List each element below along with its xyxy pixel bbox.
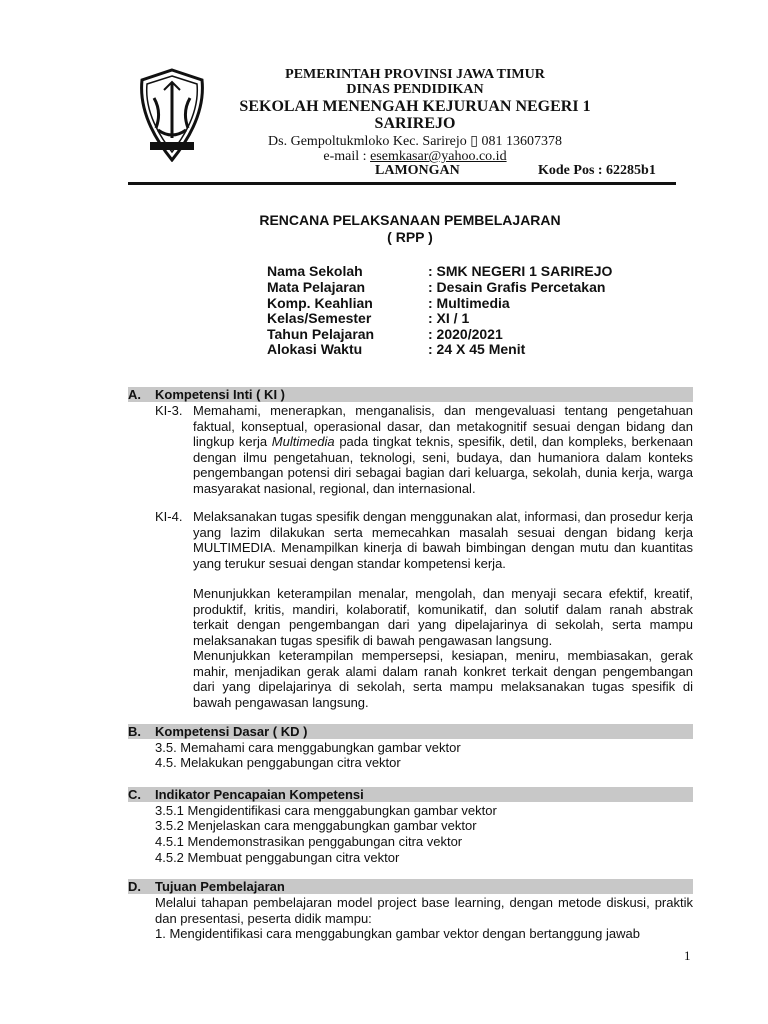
identity-label: Nama Sekolah [267,263,363,279]
document-subtitle: ( RPP ) [387,229,433,245]
letterhead-divider [128,182,676,185]
section-letter: A. [128,387,141,402]
section-title: Tujuan Pembelajaran [155,879,285,894]
identity-value: : 24 X 45 Menit [428,341,526,357]
email-prefix: e-mail : [323,149,371,164]
list-item: 1. Mengidentifikasi cara menggabungkan gambar vektor dengan bertanggung jawab [155,926,640,941]
ki3-text-part: pada tingkat teknis, spesifik, detil, dan kompleks, berkenaan dengan ilmu pengetahuan, teknologi, seni, budaya, dan humaniora dalam konteks pengembangan potensi diri sebagai bagian dari keluarga, sekolah, dunia kerja, warga masyarakat nasional, regional, dan internasional. [193,434,693,496]
letterhead-government: PEMERINTAH PROVINSI JAWA TIMUR [285,67,545,82]
list-item: 4.5. Melakukan penggabungan citra vektor [155,755,401,770]
identity-label: Tahun Pelajaran [267,326,375,342]
ki4-paragraph: Menunjukkan keterampilan menalar, mengolah, dan menyaji secara efektif, kreatif, produktif, kritis, mandiri, kolaboratif, komunikatif, dan solutif dalam ranah abstrak terkait dengan pengembangan dari yang dipelajarinya di sekolah, serta mampu melaksanakan tugas spesifik di bawah pengawasan langsung. [193,586,693,648]
identity-value: : 2020/2021 [428,326,503,342]
section-title: Kompetensi Dasar ( KD ) [155,724,308,739]
section-header-b [128,724,693,739]
document-title: RENCANA PELAKSANAAN PEMBELAJARAN [259,212,561,228]
ki3-label: KI-3. [155,403,183,418]
page-number: 1 [684,948,691,963]
list-item: 4.5.2 Membuat penggabungan citra vektor [155,850,400,865]
identity-label: Kelas/Semester [267,310,372,326]
letterhead-school: SEKOLAH MENENGAH KEJURUAN NEGERI 1 [239,98,591,115]
section-letter: C. [128,787,141,802]
list-item: 3.5. Memahami cara menggabungkan gambar vektor [155,740,461,755]
ki4-label: KI-4. [155,509,183,524]
email-link[interactable]: esemkasar@yahoo.co.id [370,149,507,164]
identity-label: Komp. Keahlian [267,295,373,311]
ki4-paragraph: Menunjukkan keterampilan mempersepsi, kesiapan, meniru, membiasakan, gerak mahir, menjadikan gerak alami dalam ranah konkret terkait dengan pengembangan dari yang dipelajarinya di sekolah, serta mampu melaksanakan tugas spesifik di bawah pengawasan langsung. [193,648,693,710]
letterhead-postal-code: Kode Pos : 62285b1 [538,163,656,178]
section-header-c [128,787,693,802]
identity-value: : XI / 1 [428,310,470,326]
identity-label: Mata Pelajaran [267,279,366,295]
provincial-emblem-logo [136,68,208,162]
letterhead-city: LAMONGAN [375,163,460,178]
identity-value: : Multimedia [428,295,510,311]
letterhead-department: DINAS PENDIDIKAN [346,82,484,97]
identity-value: : SMK NEGERI 1 SARIREJO [428,263,613,279]
letterhead-address: Ds. Gempoltukmloko Kec. Sarirejo ▯ 081 13607378 [268,134,562,149]
letterhead-school-location: SARIREJO [374,115,456,132]
list-item: 3.5.1 Mengidentifikasi cara menggabungkan gambar vektor [155,803,497,818]
identity-value: : Desain Grafis Percetakan [428,279,606,295]
section-header-a [128,387,693,402]
section-title: Indikator Pencapaian Kompetensi [155,787,364,802]
list-item: 4.5.1 Mendemonstrasikan penggabungan citra vektor [155,834,463,849]
section-letter: D. [128,879,141,894]
tujuan-intro: Melalui tahapan pembelajaran model project base learning, dengan metode diskusi, praktik dan presentasi, peserta didik mampu: [155,895,693,926]
identity-label: Alokasi Waktu [267,341,363,357]
section-letter: B. [128,724,141,739]
section-header-d [128,879,693,894]
ki3-text [193,403,693,497]
ki4-paragraph: Melaksanakan tugas spesifik dengan menggunakan alat, informasi, dan prosedur kerja yang lazim dilakukan serta memecahkan masalah sesuai dengan bidang kerja MULTIMEDIA. Menampilkan kinerja di bawah bimbingan dengan mutu dan kuantitas yang terukur sesuai dengan standar kompetensi kerja. [193,509,693,571]
list-item: 3.5.2 Menjelaskan cara menggabungkan gambar vektor [155,818,477,833]
ki3-text-part: Memahami, menerapkan, menganalisis, dan mengevaluasi tentang pengetahuan faktual, konseptual, operasional dasar, dan metakognitif sesuai dengan bidang dan lingkup kerja [193,403,693,450]
section-title: Kompetensi Inti ( KI ) [155,387,285,402]
ki3-text-italic: Multimedia [271,434,335,450]
